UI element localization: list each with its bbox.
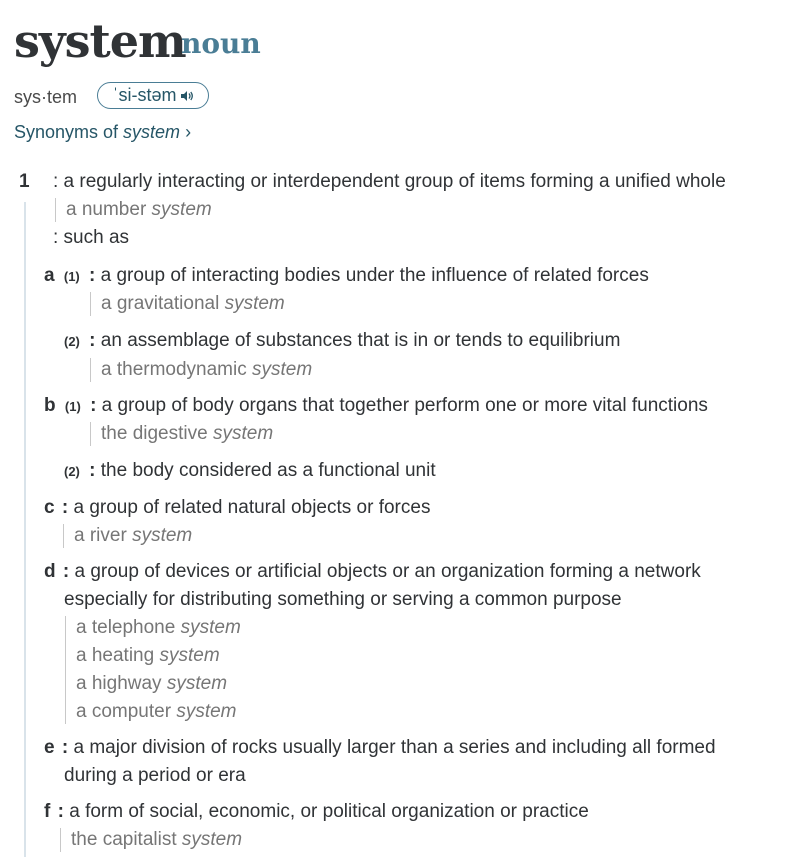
subsense-b1-example	[101, 420, 273, 448]
example-text: a computer	[76, 701, 177, 722]
sense-rule	[24, 202, 26, 857]
colon: :	[61, 737, 69, 758]
sense-number: 1	[19, 171, 30, 192]
subsense-d-example-1	[76, 614, 241, 642]
subsense-d-example-4	[76, 698, 237, 726]
example-keyword: system	[181, 829, 243, 850]
definition-text: a group of interacting bodies under the influence of related forces	[100, 265, 649, 286]
sense-letter: b	[44, 395, 56, 416]
example-text: a thermodynamic	[101, 359, 253, 380]
example-keyword: system	[180, 617, 241, 638]
chevron-right-icon: ›	[185, 122, 192, 142]
subsense-d-example-2	[76, 642, 220, 670]
synonyms-link[interactable]	[14, 121, 191, 143]
colon: :	[62, 561, 70, 582]
example-rule	[63, 524, 64, 548]
example-keyword: system	[132, 525, 193, 546]
subsense-f	[44, 798, 589, 826]
sense-letter: e	[44, 737, 55, 758]
part-of-speech[interactable]: noun	[181, 27, 261, 60]
example-rule	[60, 828, 61, 852]
example-keyword: system	[151, 199, 212, 220]
example-rule	[90, 292, 91, 316]
subsense-d-example-3	[76, 670, 227, 698]
headword: system	[14, 14, 186, 68]
definition-text: a group of related natural objects or forces	[73, 497, 431, 518]
definition-text: the body considered as a functional unit	[100, 460, 436, 481]
colon: :	[89, 330, 96, 351]
definition-text: a group of devices or artificial objects or an organization forming a network	[74, 561, 701, 582]
sense-1-definition: : a regularly interacting or interdependent group of items forming a unified whole	[53, 171, 726, 192]
colon: :	[90, 395, 97, 416]
sub-number: (2)	[64, 334, 80, 349]
subsense-d	[44, 558, 701, 586]
subsense-f-example	[71, 826, 242, 854]
colon: :	[57, 801, 64, 822]
sense-letter: a	[44, 265, 55, 286]
speaker-icon	[180, 90, 194, 102]
subsense-a2-example	[101, 356, 312, 384]
example-text: a heating	[76, 645, 160, 666]
subsense-d-line2: especially for distributing something or serving a common purpose	[64, 589, 622, 610]
sub-number: (2)	[64, 464, 80, 479]
example-rule	[65, 616, 66, 724]
subsense-c	[44, 494, 430, 522]
subsense-e-line2: during a period or era	[64, 765, 246, 786]
example-rule	[55, 198, 56, 222]
colon: :	[89, 460, 96, 481]
subsense-a1-example	[101, 290, 285, 318]
subsense-e	[44, 734, 716, 762]
sub-number: (1)	[63, 269, 80, 284]
pronunciation-button[interactable]	[97, 82, 209, 109]
example-rule	[90, 422, 91, 446]
sense-letter: f	[44, 801, 51, 822]
example-text: the digestive	[101, 423, 213, 444]
example-text: a gravitational	[101, 293, 225, 314]
example-keyword: system	[159, 645, 220, 666]
definition-text: a form of social, economic, or political organization or practice	[69, 801, 589, 822]
hyphenation: sys·tem	[14, 87, 77, 107]
example-text: a telephone	[76, 617, 181, 638]
subsense-c-example	[74, 522, 192, 550]
sense-1-such-as: : such as	[53, 227, 130, 248]
subsense-a2	[64, 327, 620, 356]
example-keyword: system	[252, 359, 313, 380]
example-text: a river	[74, 525, 133, 546]
synonyms-word: system	[123, 122, 181, 142]
example-text: a highway	[76, 673, 167, 694]
sense-letter: c	[44, 497, 55, 518]
example-keyword: system	[166, 673, 228, 694]
example-keyword: system	[224, 293, 285, 314]
example-keyword: system	[176, 701, 237, 722]
synonyms-prefix: Synonyms of	[14, 122, 124, 142]
subsense-b2	[64, 457, 436, 486]
sense-1-example	[66, 196, 212, 224]
example-text: a number	[66, 199, 152, 220]
subsense-b1	[44, 392, 708, 421]
subsense-a1	[44, 262, 649, 291]
colon: :	[61, 497, 69, 518]
definition-text: a group of body organs that together perform one or more vital functions	[101, 395, 708, 416]
example-text: the capitalist	[71, 829, 182, 850]
sub-number: (1)	[64, 399, 81, 414]
example-rule	[90, 358, 91, 382]
sense-letter: d	[44, 561, 56, 582]
pronunciation-text: ˈsi-stəm	[112, 85, 177, 105]
colon: :	[89, 265, 96, 286]
definition-text: an assemblage of substances that is in or tends to equilibrium	[100, 330, 621, 351]
example-keyword: system	[212, 423, 274, 444]
definition-text: a major division of rocks usually larger than a series and including all formed	[73, 737, 716, 758]
